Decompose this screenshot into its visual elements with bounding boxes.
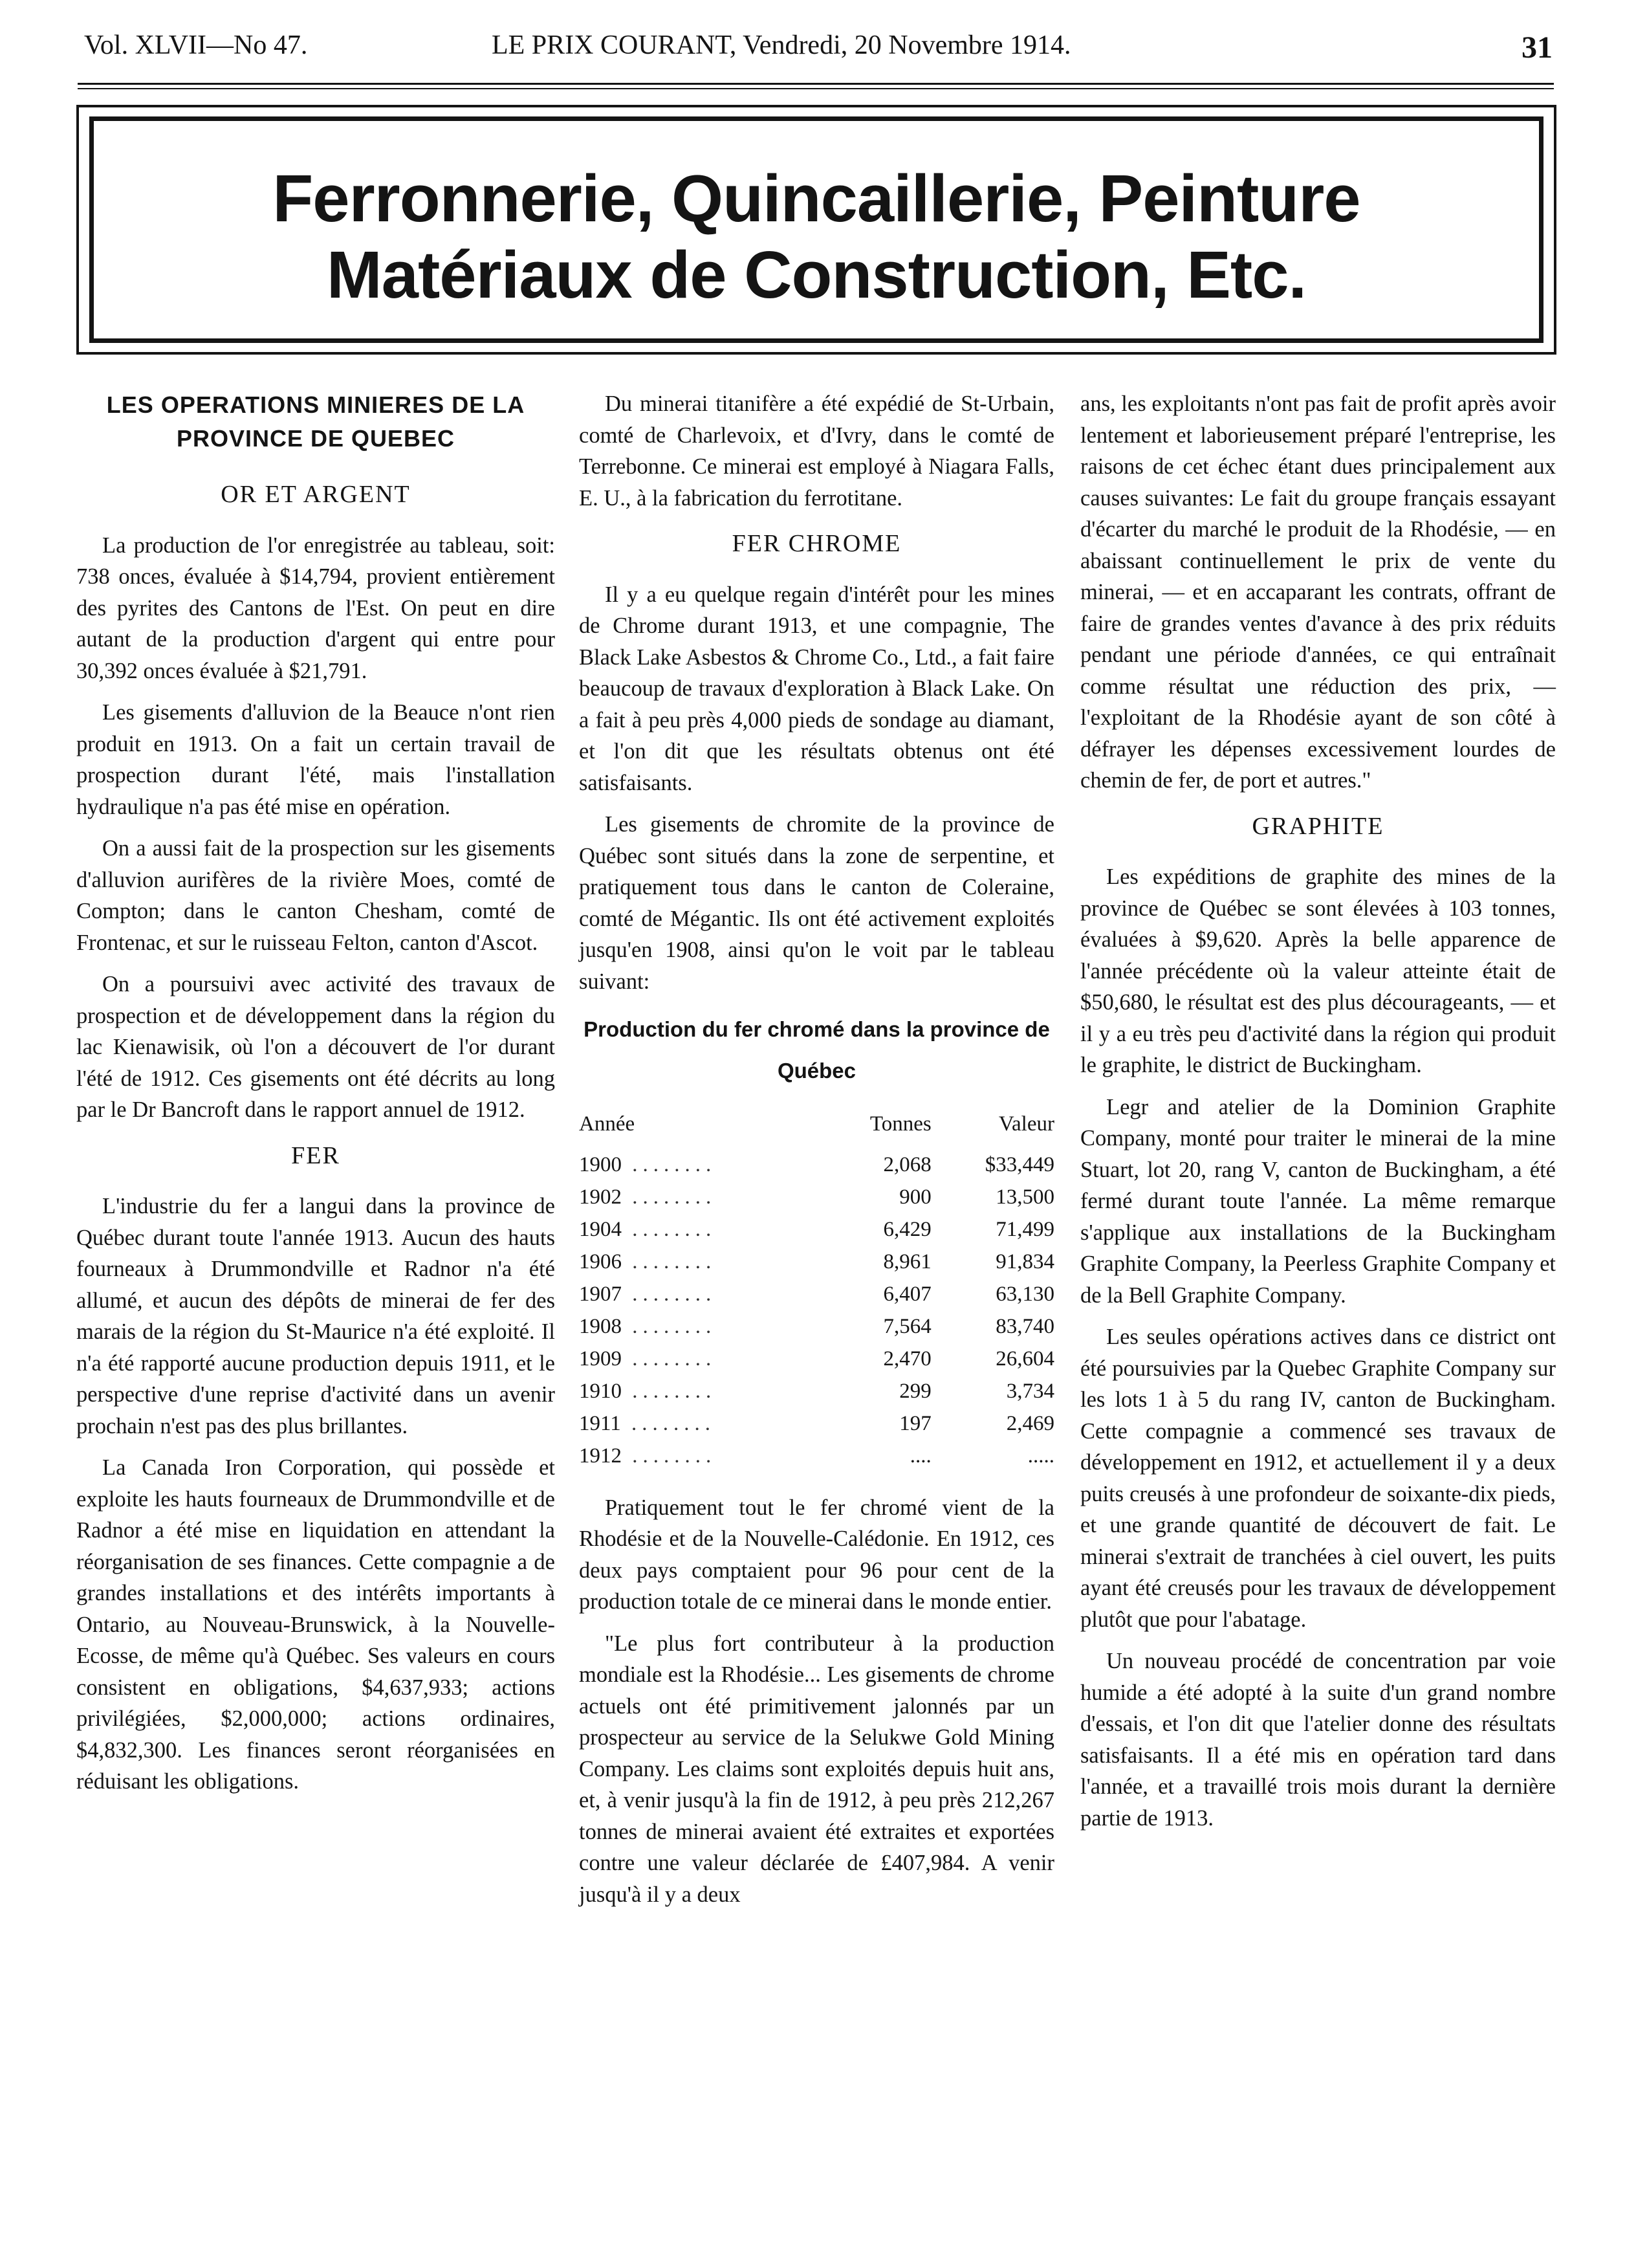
cell-valeur: 3,734	[1006, 1380, 1054, 1404]
table-row	[579, 1182, 1054, 1214]
paragraph: Les gisements d'alluvion de la Beauce n'ont rien produit en 1913. On a fait un certain travail de prospection durant l'été, mais l'installation hydraulique n'a pas été mise en opération.	[76, 700, 555, 819]
paragraph: Du minerai titanifère a été expédié de St-Urbain, comté de Charlevoix, et d'Ivry, dans le comté de Terrebonne. Ce minerai est employé à Niagara Falls, E. U., à la fabrication du ferrotitane.	[579, 391, 1054, 511]
cell-year	[579, 1279, 823, 1311]
table-row	[579, 1279, 1054, 1311]
paragraph: Les seules opérations actives dans ce district ont été poursuivies par la Quebec Graphite Company sur les lots 1 à 5 du rang IV, canton de Buckingham. Cette compagnie a commencé ses travaux de développement en 1912, et actuellement il y a deux puits creusés à une profondeur de soixante-dix pieds, et une grande quantité de découvert de fait. Le minerai s'extrait de tranchées à ciel ouvert, les puits ayant été creusés pour les travaux de développement plutôt que pour l'abatage.	[1080, 1325, 1556, 1632]
leader-dots: ........	[622, 1250, 717, 1274]
cell-tonnes: 900	[899, 1185, 932, 1209]
cell-valeur: $33,449	[985, 1153, 1054, 1177]
cell-valeur: 63,130	[996, 1283, 1054, 1306]
year-value: 1907	[579, 1283, 622, 1306]
leader-dots: ........	[622, 1153, 717, 1177]
cell-tonnes: 6,429	[883, 1218, 932, 1242]
cell-year	[579, 1214, 823, 1246]
cell-valeur: 13,500	[996, 1185, 1054, 1209]
cell-valeur: 83,740	[996, 1315, 1054, 1339]
leader-dots: ........	[622, 1283, 717, 1306]
cell-valeur: 26,604	[996, 1347, 1054, 1371]
cell-tonnes: 197	[899, 1412, 932, 1436]
heading-fer: FER	[291, 1141, 340, 1169]
table-row	[579, 1408, 1054, 1440]
table-row	[579, 1149, 1054, 1182]
cell-year	[579, 1182, 823, 1214]
heading-fer-chrome: FER CHROME	[732, 530, 902, 557]
cell-valeur: 91,834	[996, 1250, 1054, 1274]
year-value: 1902	[579, 1185, 622, 1209]
cell-year	[579, 1149, 823, 1182]
column-1	[76, 388, 555, 1808]
cell-tonnes: 2,470	[883, 1347, 932, 1371]
table-row	[579, 1246, 1054, 1279]
header-rule-top	[78, 83, 1554, 85]
journal-title-date: LE PRIX COURANT, Vendredi, 20 Novembre 1914.	[492, 30, 1071, 60]
production-table	[579, 1108, 1054, 1473]
year-value: 1906	[579, 1250, 622, 1274]
paragraph: L'industrie du fer a langui dans la province de Québec durant toute l'année 1913. Aucun des hauts fourneaux à Drummondville et Radnor n'a été allumé, et aucun des dépôts de minerai de fer des marais de la région du St-Maurice n'a été exploité. Il n'a été rapporté aucune production depuis 1911, et le perspective d'une reprise d'activité dans un avenir prochain n'est pas des plus brillantes.	[76, 1194, 555, 1438]
paragraph: On a poursuivi avec activité des travaux de prospection et de développement dans la région du lac Kienawisik, où l'on a découvert de l'or durant l'été de 1912. Ces gisements ont été décrits au long par le Dr Bancroft dans le rapport annuel de 1912.	[76, 972, 555, 1122]
paragraph-continued: ans, les exploitants n'ont pas fait de profit après avoir lentement et laborieusement préparé l'entreprise, les raisons de cet échec étant dues principalement aux causes suivantes: Le fait du groupe français essayant d'écarter du marché le produit de la Rhodésie, — en abaissant continuellement le prix de vente du minerai, — et en accaparant les contrats, offrant de faire de grandes ventes d'avance à des prix réduits pendant une période d'années, ce qui entraînait comme résultat une réduction des prix, — l'exploitant de la Rhodésie ayant de son côté à défrayer les dépenses excessivement lourdes de chemin de fer, de port et autres."	[1080, 391, 1556, 793]
cell-year	[579, 1246, 823, 1279]
column-2	[579, 388, 1054, 1921]
year-value: 1910	[579, 1380, 622, 1404]
column-header-tonnes: Tonnes	[869, 1112, 932, 1136]
cell-valeur: .....	[1027, 1444, 1054, 1468]
year-value: 1904	[579, 1218, 622, 1242]
cell-year	[579, 1311, 823, 1343]
paragraph: Les gisements de chromite de la province de Québec sont situés dans la zone de serpentine, et pratiquement tous dans le canton de Coleraine, comté de Mégantic. Ils ont été activement exploités jusqu'en 1908, ainsi qu'on le voit par le tableau suivant:	[579, 812, 1054, 994]
cell-valeur: 2,469	[1006, 1412, 1054, 1436]
cell-tonnes: ....	[910, 1444, 932, 1468]
year-value: 1908	[579, 1315, 622, 1339]
table-row	[579, 1311, 1054, 1343]
heading-graphite: GRAPHITE	[1252, 812, 1384, 840]
year-value: 1911	[579, 1412, 621, 1436]
paragraph: "Le plus fort contributeur à la production mondiale est la Rhodésie... Les gisements de chrome actuels ont été primitivement jalonnés par un prospecteur au service de la Selukwe Gold Mining Company. Les claims sont exploités depuis huit ans, et, à venir jusqu'à la fin de 1912, à peu près 212,267 tonnes de minerai avaient été extraites et exportées contre une valeur déclarée de £407,984. A venir jusqu'à il y a deux	[579, 1631, 1054, 1907]
table-body	[579, 1149, 1054, 1473]
banner-title-line-1: Ferronnerie, Quincaillerie, Peinture	[272, 161, 1360, 236]
table-row	[579, 1440, 1054, 1473]
year-value: 1909	[579, 1347, 622, 1371]
year-value: 1912	[579, 1444, 622, 1468]
cell-tonnes: 299	[899, 1380, 932, 1404]
table-row	[579, 1214, 1054, 1246]
paragraph: Pratiquement tout le fer chromé vient de la Rhodésie et de la Nouvelle-Calédonie. En 1912, ces deux pays comptaient pour 96 pour cent de la production totale de ce minerai dans le monde entier.	[579, 1495, 1054, 1614]
cell-year	[579, 1440, 823, 1473]
paragraph: La Canada Iron Corporation, qui possède et exploite les hauts fourneaux de Drummondville et de Radnor a été mise en liquidation en attendant la réorganisation de ses finances. Cette compagnie a de grandes installations et des intérêts importants à Ontario, au Nouveau-Brunswick, à la Nouvelle-Ecosse, de même qu'à Québec. Ses valeurs en cours consistent en obligations, $4,637,933; actions privilégiées, $2,000,000; actions ordinaires, $4,832,300. Les finances seront réorganisées en réduisant les obligations.	[76, 1455, 555, 1794]
banner-title-line-2: Matériaux de Construction, Etc.	[326, 237, 1307, 312]
article-title: LES OPERATIONS MINIERES DE LA PROVINCE DE QUEBEC	[106, 391, 525, 452]
leader-dots: ........	[622, 1218, 717, 1242]
cell-tonnes: 8,961	[883, 1250, 932, 1274]
leader-dots: ........	[620, 1412, 716, 1436]
cell-tonnes: 2,068	[883, 1153, 932, 1177]
column-header-valeur: Valeur	[998, 1112, 1054, 1136]
cell-year	[579, 1376, 823, 1408]
table-row	[579, 1343, 1054, 1376]
column-header-year: Année	[579, 1112, 635, 1136]
leader-dots: ........	[622, 1185, 717, 1209]
heading-or-argent: OR ET ARGENT	[221, 481, 411, 508]
header-rule-bottom	[78, 88, 1554, 89]
paragraph: Un nouveau procédé de concentration par voie humide a été adopté à la suite d'un grand nombre d'essais, et l'on dit que l'atelier donne des résultats satisfaisants. Il a été mis en opération tard dans l'année, et a travaillé trois mois durant la dernière partie de 1913.	[1080, 1649, 1556, 1831]
column-3	[1080, 388, 1556, 1844]
cell-year	[579, 1408, 823, 1440]
cell-valeur: 71,499	[996, 1218, 1054, 1242]
table-header-row	[579, 1108, 1054, 1149]
year-value: 1900	[579, 1153, 622, 1177]
cell-year	[579, 1343, 823, 1376]
volume-number: Vol. XLVII—No 47.	[84, 30, 308, 60]
cell-tonnes: 7,564	[883, 1315, 932, 1339]
paragraph: Legr and atelier de la Dominion Graphite Company, monté pour traiter le minerai de la mine Stuart, lot 20, rang V, canton de Buckingham, a été fermé durant toute l'année. La même remarque s'applique aux installations de la Buckingham Graphite Company, la Peerless Graphite Company et de la Bell Graphite Company.	[1080, 1094, 1556, 1308]
page-header	[78, 26, 1553, 78]
cell-tonnes: 6,407	[883, 1283, 932, 1306]
paragraph: La production de l'or enregistrée au tableau, soit: 738 onces, évaluée à $14,794, provient entièrement des pyrites des Cantons de l'Est. On peut en dire autant de la production d'argent qui entre pour 30,392 onces évaluée à $21,791.	[76, 533, 555, 683]
section-banner	[76, 105, 1556, 355]
page-number: 31	[1521, 30, 1553, 65]
paragraph: Les expéditions de graphite des mines de la province de Québec se sont élevées à 103 tonnes, évaluées à $9,620. Après la belle apparence de l'année précédente où la valeur atteinte était de $50,680, le résultat est des plus décourageants, — et il y a eu très peu d'activité dans la région qui produit le graphite, le district de Buckingham.	[1080, 864, 1556, 1077]
leader-dots: ........	[622, 1380, 717, 1404]
paragraph: On a aussi fait de la prospection sur les gisements d'alluvion aurifères de la rivière Moes, comté de Compton; dans le canton Chesham, comté de Frontenac, et sur le ruisseau Felton, canton d'Ascot.	[76, 836, 555, 955]
table-row	[579, 1376, 1054, 1408]
table-title: Production du fer chromé dans la province de Québec	[583, 1017, 1050, 1083]
leader-dots: ........	[622, 1315, 717, 1339]
paragraph: Il y a eu quelque regain d'intérêt pour les mines de Chrome durant 1913, et une compagnie, The Black Lake Asbestos & Chrome Co., Ltd., a fait faire beaucoup de travaux d'exploration à Black Lake. On a fait à peu près 4,000 pieds de sondage au diamant, et l'on dit que les résultats obtenus ont été satisfaisants.	[579, 582, 1054, 795]
leader-dots: ........	[622, 1347, 717, 1371]
leader-dots: ........	[622, 1444, 717, 1468]
